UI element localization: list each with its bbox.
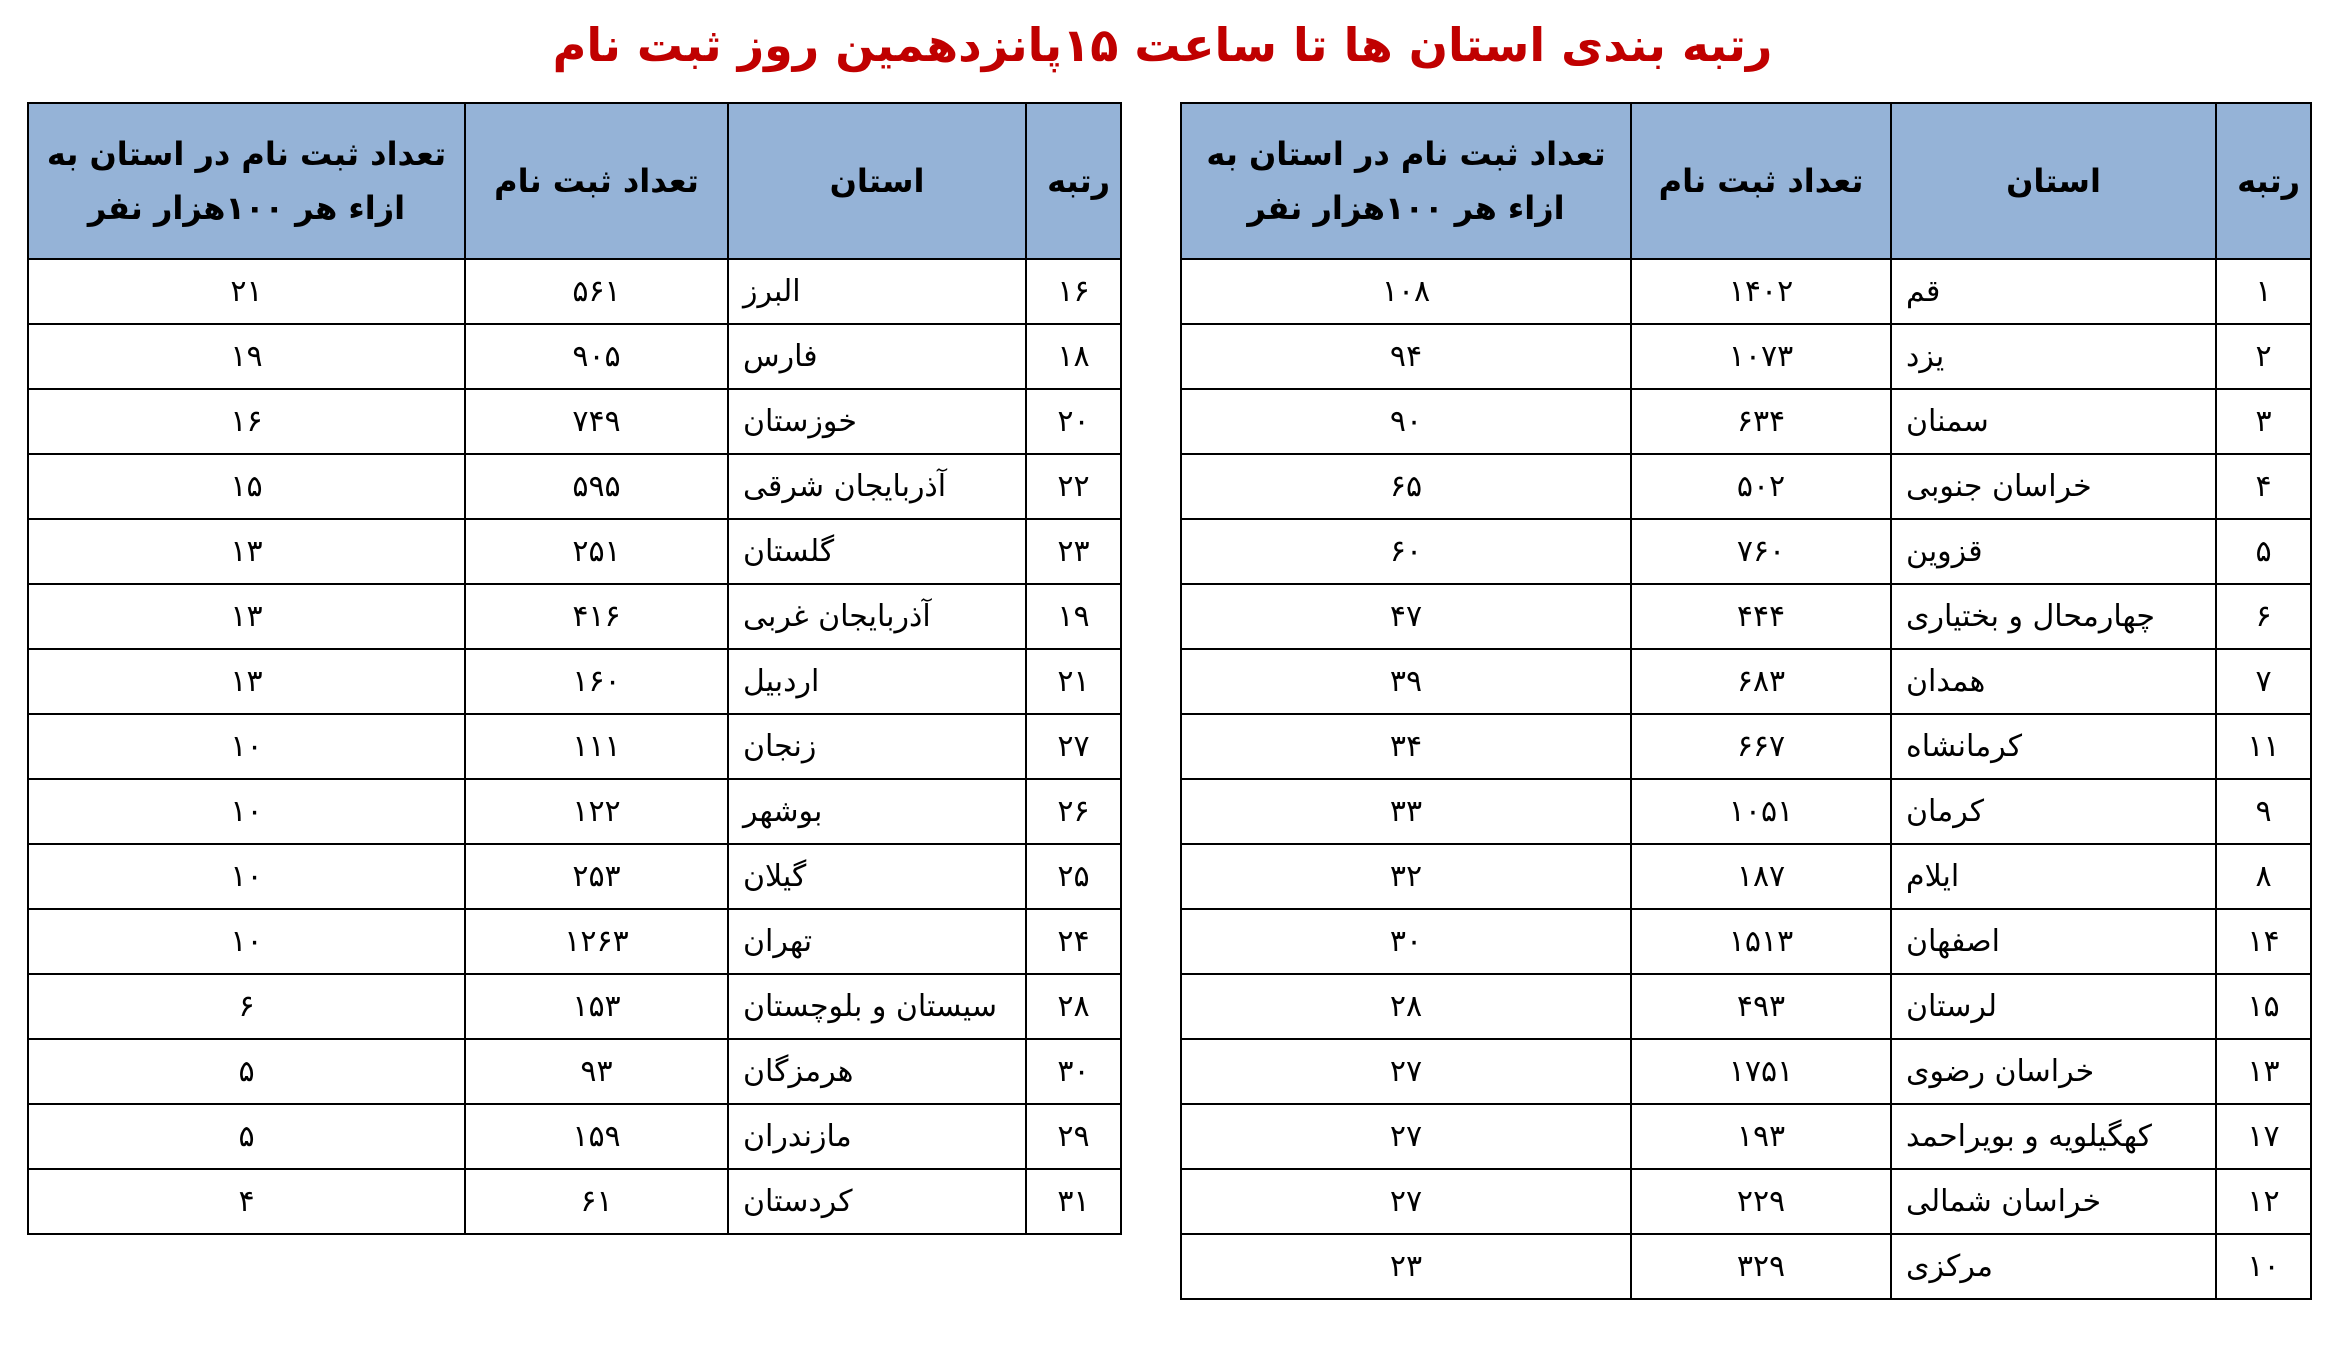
per-100k-cell: ۶ — [28, 974, 465, 1039]
province-cell: تهران — [728, 909, 1026, 974]
rank-cell: ۲۷ — [1026, 714, 1121, 779]
count-cell: ۴۱۶ — [465, 584, 728, 649]
per-100k-cell: ۳۹ — [1181, 649, 1631, 714]
header-per-100k: تعداد ثبت نام در استان به ازاء هر ۱۰۰هزار نفر — [1181, 103, 1631, 259]
rank-cell: ۱۱ — [2216, 714, 2311, 779]
table-row — [28, 519, 1121, 584]
rank-cell: ۱۴ — [2216, 909, 2311, 974]
table-header-row — [28, 103, 1121, 259]
table-row — [1181, 649, 2311, 714]
per-100k-cell: ۱۳ — [28, 519, 465, 584]
table-row — [28, 714, 1121, 779]
rank-cell: ۱۰ — [2216, 1234, 2311, 1299]
table-row — [1181, 714, 2311, 779]
province-cell: کهگیلویه و بویراحمد — [1891, 1104, 2216, 1169]
province-cell: گیلان — [728, 844, 1026, 909]
rank-cell: ۳۱ — [1026, 1169, 1121, 1234]
province-cell: کرمان — [1891, 779, 2216, 844]
per-100k-cell: ۲۷ — [1181, 1169, 1631, 1234]
rank-cell: ۱۹ — [1026, 584, 1121, 649]
province-cell: مرکزی — [1891, 1234, 2216, 1299]
province-cell: قزوین — [1891, 519, 2216, 584]
table-body-right — [1181, 259, 2311, 1299]
per-100k-cell: ۲۷ — [1181, 1039, 1631, 1104]
table-row — [1181, 779, 2311, 844]
rank-cell: ۱۲ — [2216, 1169, 2311, 1234]
header-province: استان — [1891, 103, 2216, 259]
province-cell: آذربایجان شرقی — [728, 454, 1026, 519]
count-cell: ۶۸۳ — [1631, 649, 1891, 714]
province-cell: فارس — [728, 324, 1026, 389]
count-cell: ۱۱۱ — [465, 714, 728, 779]
rank-cell: ۳ — [2216, 389, 2311, 454]
count-cell: ۲۲۹ — [1631, 1169, 1891, 1234]
table-row — [1181, 1039, 2311, 1104]
table-row — [1181, 974, 2311, 1039]
province-cell: آذربایجان غربی — [728, 584, 1026, 649]
count-cell: ۵۰۲ — [1631, 454, 1891, 519]
ranking-table-right — [1180, 102, 2312, 1300]
table-row — [1181, 324, 2311, 389]
rank-cell: ۲۲ — [1026, 454, 1121, 519]
count-cell: ۱۵۹ — [465, 1104, 728, 1169]
header-rank: رتبه — [2216, 103, 2311, 259]
count-cell: ۱۵۳ — [465, 974, 728, 1039]
province-cell: سیستان و بلوچستان — [728, 974, 1026, 1039]
rank-cell: ۲۵ — [1026, 844, 1121, 909]
count-cell: ۱۸۷ — [1631, 844, 1891, 909]
per-100k-cell: ۹۰ — [1181, 389, 1631, 454]
province-cell: هرمزگان — [728, 1039, 1026, 1104]
province-cell: چهارمحال و بختیاری — [1891, 584, 2216, 649]
count-cell: ۹۳ — [465, 1039, 728, 1104]
header-count: تعداد ثبت نام — [465, 103, 728, 259]
province-cell: خوزستان — [728, 389, 1026, 454]
table-row — [1181, 1104, 2311, 1169]
rank-cell: ۲۰ — [1026, 389, 1121, 454]
header-rank: رتبه — [1026, 103, 1121, 259]
per-100k-cell: ۱۰۸ — [1181, 259, 1631, 324]
per-100k-cell: ۴۷ — [1181, 584, 1631, 649]
count-cell: ۲۵۳ — [465, 844, 728, 909]
rank-cell: ۵ — [2216, 519, 2311, 584]
per-100k-cell: ۲۷ — [1181, 1104, 1631, 1169]
table-row — [28, 1039, 1121, 1104]
count-cell: ۴۹۳ — [1631, 974, 1891, 1039]
rank-cell: ۲ — [2216, 324, 2311, 389]
count-cell: ۱۷۵۱ — [1631, 1039, 1891, 1104]
per-100k-cell: ۹۴ — [1181, 324, 1631, 389]
per-100k-cell: ۱۰ — [28, 779, 465, 844]
count-cell: ۷۶۰ — [1631, 519, 1891, 584]
count-cell: ۱۹۳ — [1631, 1104, 1891, 1169]
province-cell: همدان — [1891, 649, 2216, 714]
table-row — [28, 324, 1121, 389]
per-100k-cell: ۳۴ — [1181, 714, 1631, 779]
header-count: تعداد ثبت نام — [1631, 103, 1891, 259]
rank-cell: ۱۶ — [1026, 259, 1121, 324]
province-cell: اردبیل — [728, 649, 1026, 714]
rank-cell: ۲۶ — [1026, 779, 1121, 844]
table-row — [28, 389, 1121, 454]
count-cell: ۱۵۱۳ — [1631, 909, 1891, 974]
rank-cell: ۲۳ — [1026, 519, 1121, 584]
province-cell: خراسان شمالی — [1891, 1169, 2216, 1234]
table-row — [1181, 519, 2311, 584]
rank-cell: ۷ — [2216, 649, 2311, 714]
table-row — [28, 844, 1121, 909]
province-cell: بوشهر — [728, 779, 1026, 844]
province-cell: یزد — [1891, 324, 2216, 389]
per-100k-cell: ۱۵ — [28, 454, 465, 519]
province-cell: اصفهان — [1891, 909, 2216, 974]
table-row — [1181, 584, 2311, 649]
table-row — [1181, 389, 2311, 454]
table-row — [1181, 844, 2311, 909]
table-row — [1181, 454, 2311, 519]
count-cell: ۳۲۹ — [1631, 1234, 1891, 1299]
per-100k-cell: ۵ — [28, 1104, 465, 1169]
count-cell: ۶۱ — [465, 1169, 728, 1234]
count-cell: ۹۰۵ — [465, 324, 728, 389]
province-cell: لرستان — [1891, 974, 2216, 1039]
per-100k-cell: ۱۰ — [28, 844, 465, 909]
ranking-table-left — [27, 102, 1122, 1235]
province-cell: کرمانشاه — [1891, 714, 2216, 779]
count-cell: ۲۵۱ — [465, 519, 728, 584]
count-cell: ۱۰۷۳ — [1631, 324, 1891, 389]
per-100k-cell: ۱۹ — [28, 324, 465, 389]
count-cell: ۵۹۵ — [465, 454, 728, 519]
rank-cell: ۲۸ — [1026, 974, 1121, 1039]
count-cell: ۱۴۰۲ — [1631, 259, 1891, 324]
count-cell: ۶۶۷ — [1631, 714, 1891, 779]
rank-cell: ۱ — [2216, 259, 2311, 324]
per-100k-cell: ۱۰ — [28, 714, 465, 779]
table-row — [1181, 1169, 2311, 1234]
per-100k-cell: ۲۳ — [1181, 1234, 1631, 1299]
province-cell: خراسان رضوی — [1891, 1039, 2216, 1104]
count-cell: ۴۴۴ — [1631, 584, 1891, 649]
rank-cell: ۱۵ — [2216, 974, 2311, 1039]
rank-cell: ۲۴ — [1026, 909, 1121, 974]
per-100k-cell: ۲۸ — [1181, 974, 1631, 1039]
count-cell: ۱۰۵۱ — [1631, 779, 1891, 844]
province-cell: کردستان — [728, 1169, 1026, 1234]
count-cell: ۱۲۲ — [465, 779, 728, 844]
per-100k-cell: ۱۳ — [28, 649, 465, 714]
table-row — [28, 584, 1121, 649]
count-cell: ۶۳۴ — [1631, 389, 1891, 454]
page-title: رتبه بندی استان ها تا ساعت ۱۵پانزدهمین روز ثبت نام — [552, 18, 1773, 72]
table-body-left — [28, 259, 1121, 1234]
table-row — [1181, 259, 2311, 324]
rank-cell: ۴ — [2216, 454, 2311, 519]
province-cell: قم — [1891, 259, 2216, 324]
table-row — [28, 909, 1121, 974]
table-row — [28, 1104, 1121, 1169]
count-cell: ۱۶۰ — [465, 649, 728, 714]
count-cell: ۷۴۹ — [465, 389, 728, 454]
province-cell: مازندران — [728, 1104, 1026, 1169]
province-cell: البرز — [728, 259, 1026, 324]
province-cell: سمنان — [1891, 389, 2216, 454]
province-cell: گلستان — [728, 519, 1026, 584]
province-cell: ایلام — [1891, 844, 2216, 909]
rank-cell: ۲۹ — [1026, 1104, 1121, 1169]
province-cell: زنجان — [728, 714, 1026, 779]
per-100k-cell: ۴ — [28, 1169, 465, 1234]
rank-cell: ۲۱ — [1026, 649, 1121, 714]
per-100k-cell: ۳۰ — [1181, 909, 1631, 974]
count-cell: ۵۶۱ — [465, 259, 728, 324]
rank-cell: ۱۷ — [2216, 1104, 2311, 1169]
table-row — [1181, 1234, 2311, 1299]
per-100k-cell: ۵ — [28, 1039, 465, 1104]
header-province: استان — [728, 103, 1026, 259]
count-cell: ۱۲۶۳ — [465, 909, 728, 974]
rank-cell: ۱۸ — [1026, 324, 1121, 389]
per-100k-cell: ۲۱ — [28, 259, 465, 324]
table-row — [1181, 909, 2311, 974]
table-row — [28, 259, 1121, 324]
rank-cell: ۸ — [2216, 844, 2311, 909]
rank-cell: ۹ — [2216, 779, 2311, 844]
per-100k-cell: ۶۵ — [1181, 454, 1631, 519]
table-row — [28, 974, 1121, 1039]
header-per-100k: تعداد ثبت نام در استان به ازاء هر ۱۰۰هزار نفر — [28, 103, 465, 259]
table-row — [28, 649, 1121, 714]
rank-cell: ۳۰ — [1026, 1039, 1121, 1104]
table-header-row — [1181, 103, 2311, 259]
table-row — [28, 779, 1121, 844]
per-100k-cell: ۶۰ — [1181, 519, 1631, 584]
per-100k-cell: ۱۳ — [28, 584, 465, 649]
province-cell: خراسان جنوبی — [1891, 454, 2216, 519]
per-100k-cell: ۱۶ — [28, 389, 465, 454]
per-100k-cell: ۱۰ — [28, 909, 465, 974]
rank-cell: ۱۳ — [2216, 1039, 2311, 1104]
rank-cell: ۶ — [2216, 584, 2311, 649]
table-row — [28, 1169, 1121, 1234]
per-100k-cell: ۳۲ — [1181, 844, 1631, 909]
per-100k-cell: ۳۳ — [1181, 779, 1631, 844]
table-row — [28, 454, 1121, 519]
